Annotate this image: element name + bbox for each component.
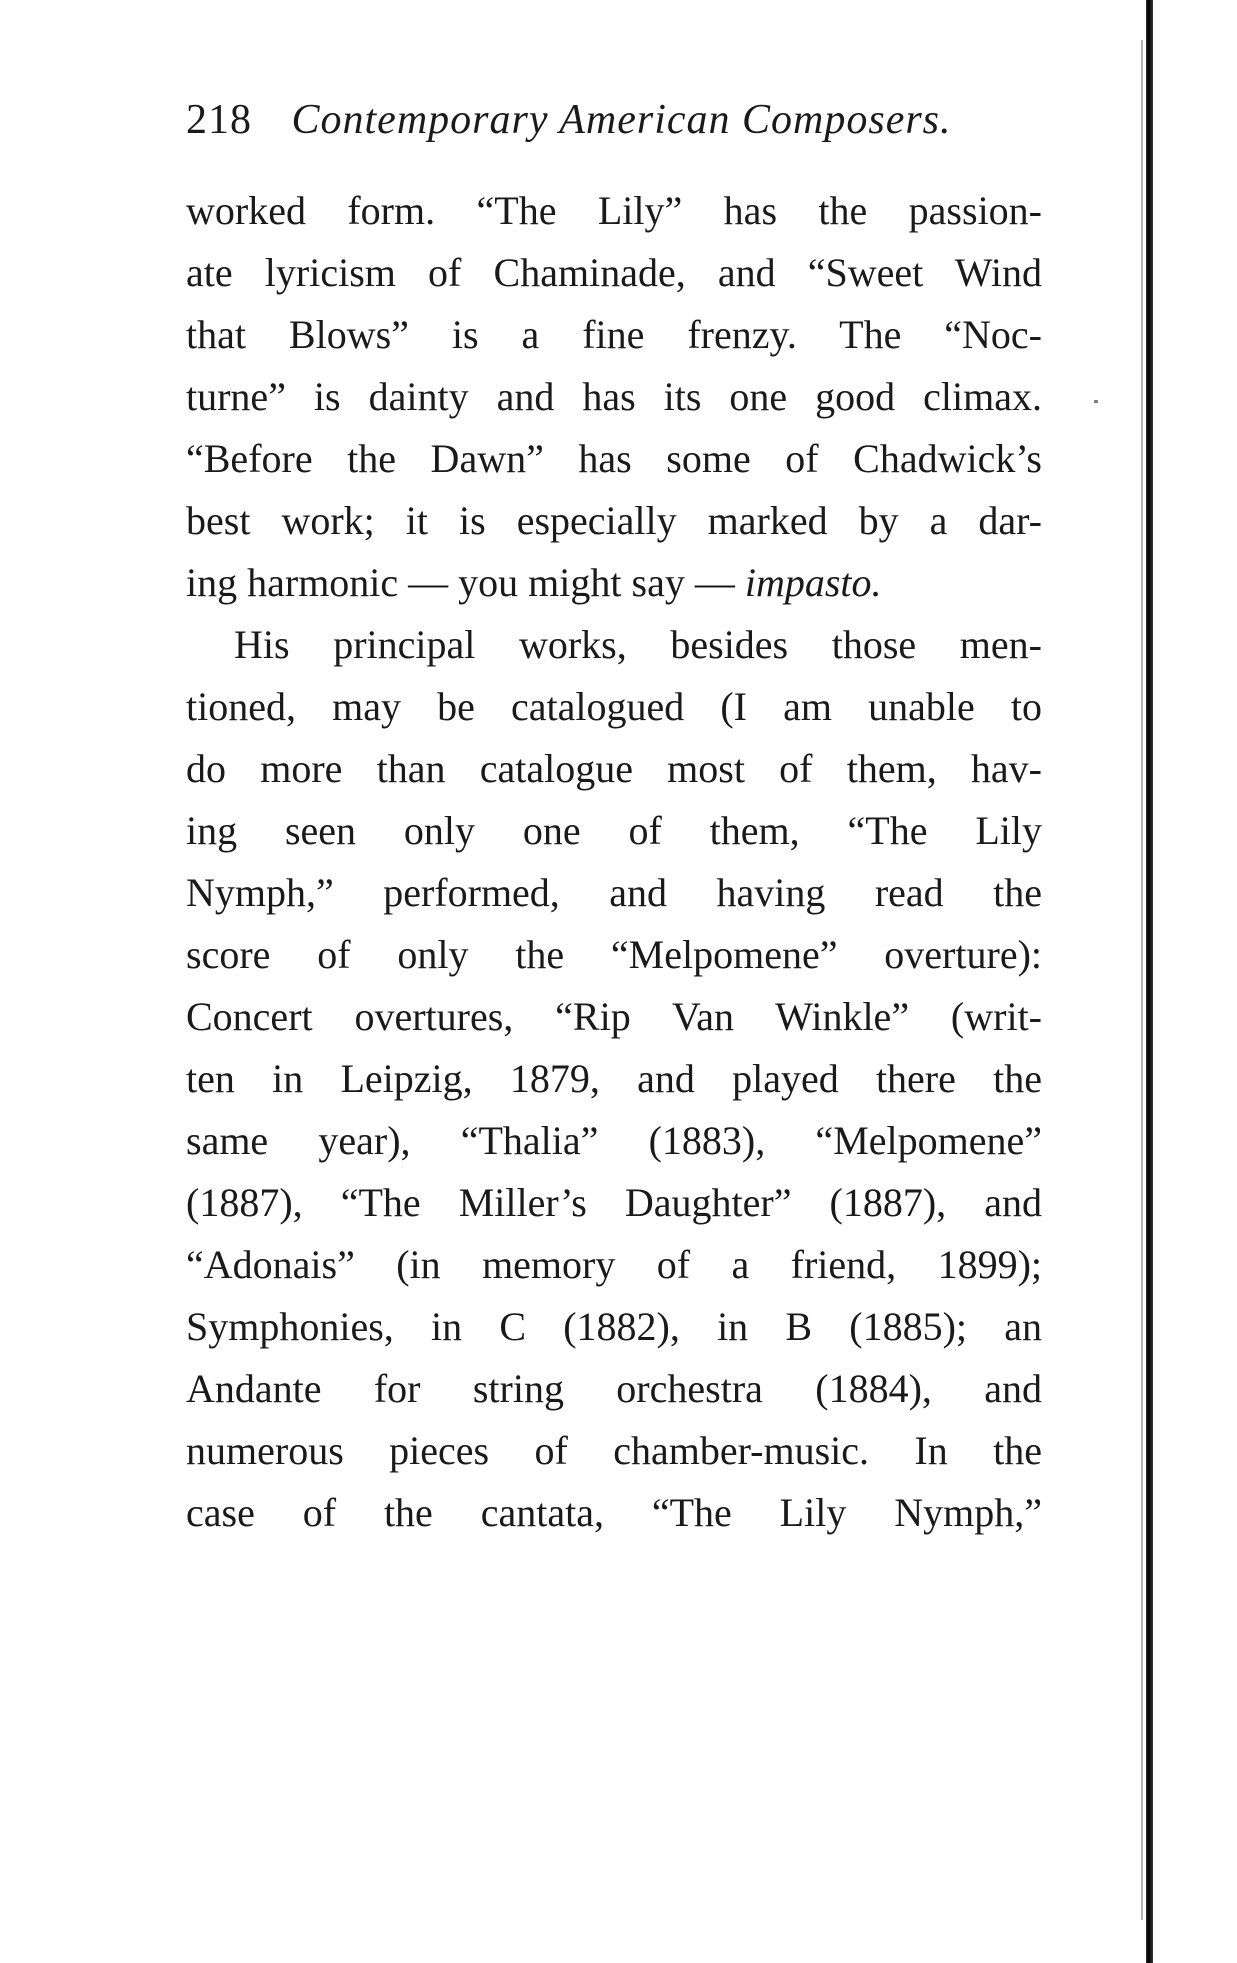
text-line: do more than catalogue most of them, hav- — [186, 746, 1042, 791]
text-line: same year), “Thalia” (1883), “Melpomene” — [186, 1118, 1042, 1163]
text-line: that Blows” is a fine frenzy. The “Noc- — [186, 312, 1042, 357]
binding-shadow — [1141, 40, 1143, 1920]
text-line: “Before the Dawn” has some of Chadwick’s — [186, 436, 1042, 481]
scan-speck — [1094, 400, 1098, 403]
italic-term: impasto. — [744, 560, 882, 605]
text-line-roman: ing harmonic — you might say — — [186, 560, 745, 605]
text-line: ing seen only one of them, “The Lily — [186, 808, 1042, 853]
text-line: turne” is dainty and has its one good climax. — [186, 374, 1042, 419]
text-line: Concert overtures, “Rip Van Winkle” (writ- — [186, 994, 1042, 1039]
text-line: tioned, may be catalogued (I am unable to — [186, 684, 1042, 729]
text-line: best work; it is especially marked by a dar- — [186, 498, 1042, 543]
text-line: score of only the “Melpomene” overture): — [186, 932, 1042, 977]
text-line: ten in Leipzig, 1879, and played there the — [186, 1056, 1042, 1101]
page-number: 218 — [186, 97, 252, 143]
text-line: numerous pieces of chamber-music. In the — [186, 1428, 1042, 1473]
text-line: (1887), “The Miller’s Daughter” (1887), and — [186, 1180, 1042, 1225]
text-line: Andante for string orchestra (1884), and — [186, 1366, 1042, 1411]
body-text — [186, 180, 1042, 1544]
text-line: Nymph,” performed, and having read the — [186, 870, 1042, 915]
text-line — [186, 552, 1042, 614]
paragraph-first-line: His principal works, besides those men- — [234, 622, 1042, 667]
running-head — [186, 96, 952, 144]
running-title: Contemporary American Composers. — [291, 97, 952, 143]
text-line: “Adonais” (in memory of a friend, 1899); — [186, 1242, 1042, 1287]
binding-edge — [1146, 0, 1153, 1963]
text-line: worked form. “The Lily” has the passion- — [186, 188, 1042, 233]
text-line: case of the cantata, “The Lily Nymph,” — [186, 1490, 1042, 1535]
text-line: Symphonies, in C (1882), in B (1885); an — [186, 1304, 1042, 1349]
text-line: ate lyricism of Chaminade, and “Sweet Wind — [186, 250, 1042, 295]
